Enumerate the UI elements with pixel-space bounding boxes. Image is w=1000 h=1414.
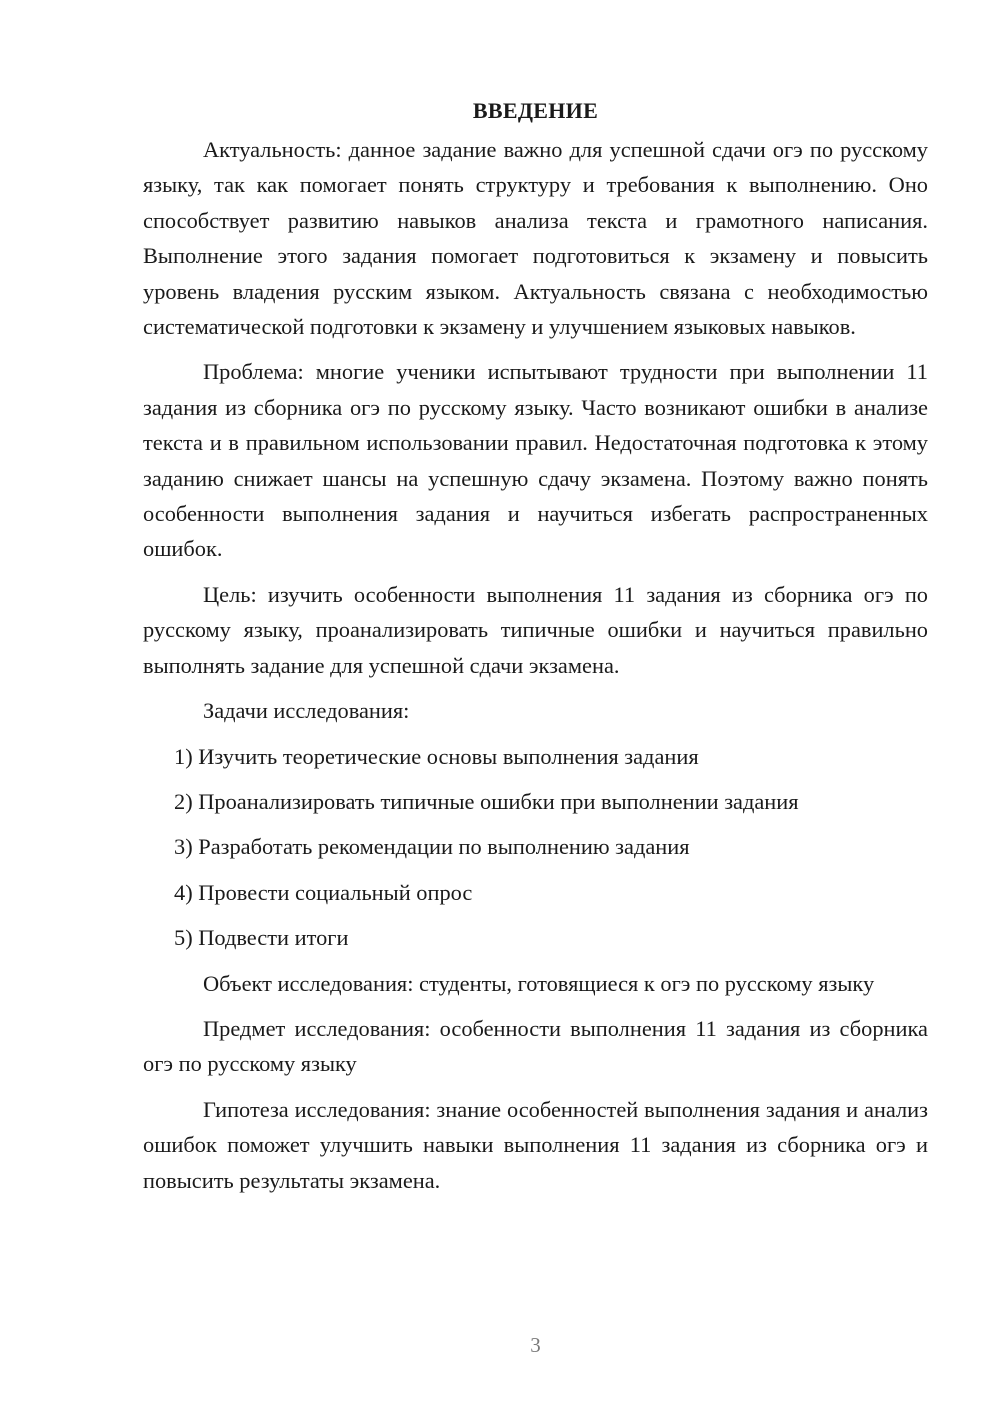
list-item: 5) Подвести итоги bbox=[174, 925, 349, 951]
tasks-list bbox=[143, 739, 928, 956]
list-item: 1) Изучить теоретические основы выполнения задания bbox=[174, 743, 699, 769]
goal-paragraph: Цель: изучить особенности выполнения 11 задания из сборника огэ по русскому языку, проанализировать типичные ошибки и научиться правильно выполнять задание для успешной сдачи экзамена. bbox=[143, 581, 928, 678]
list-item: 4) Провести социальный опрос bbox=[174, 879, 473, 905]
list-item: 3) Разработать рекомендации по выполнению задания bbox=[174, 834, 690, 860]
relevance-paragraph: Актуальность: данное задание важно для успешной сдачи огэ по русскому языку, так как помогает понять структуру и требования к выполнению. Оно способствует развитию навыков анализа текста и грамотного написания. Выполнение этого задания помогает подготовиться к экзамену и повысить уровень владения русским языком. Актуальность связана с необходимостью систематической подготовки к экзамену и улучшением языковых навыков. bbox=[143, 137, 928, 340]
hypothesis-paragraph: Гипотеза исследования: знание особенностей выполнения задания и анализ ошибок поможет улучшить навыки выполнения 11 задания из сборника огэ и повысить результаты экзамена. bbox=[143, 1096, 928, 1193]
list-item: 2) Проанализировать типичные ошибки при выполнении задания bbox=[174, 788, 799, 814]
problem-paragraph: Проблема: многие ученики испытывают трудности при выполнении 11 задания из сборника огэ по русскому языку. Часто возникают ошибки в анализе текста и в правильном использовании правил. Недостаточная подготовка к этому заданию снижает шансы на успешную сдачу экзамена. Поэтому важно понять особенности выполнения задания и научиться избегать распространенных ошибок. bbox=[143, 359, 928, 562]
subject-paragraph: Предмет исследования: особенности выполнения 11 задания из сборника огэ по русскому языку bbox=[143, 1015, 928, 1077]
page-content bbox=[143, 96, 928, 1208]
page-title: ВВЕДЕНИЕ bbox=[472, 98, 599, 123]
page-number: 3 bbox=[530, 1333, 541, 1357]
object-paragraph: Объект исследования: студенты, готовящиеся к огэ по русскому языку bbox=[203, 970, 875, 996]
tasks-title: Задачи исследования: bbox=[203, 698, 410, 724]
